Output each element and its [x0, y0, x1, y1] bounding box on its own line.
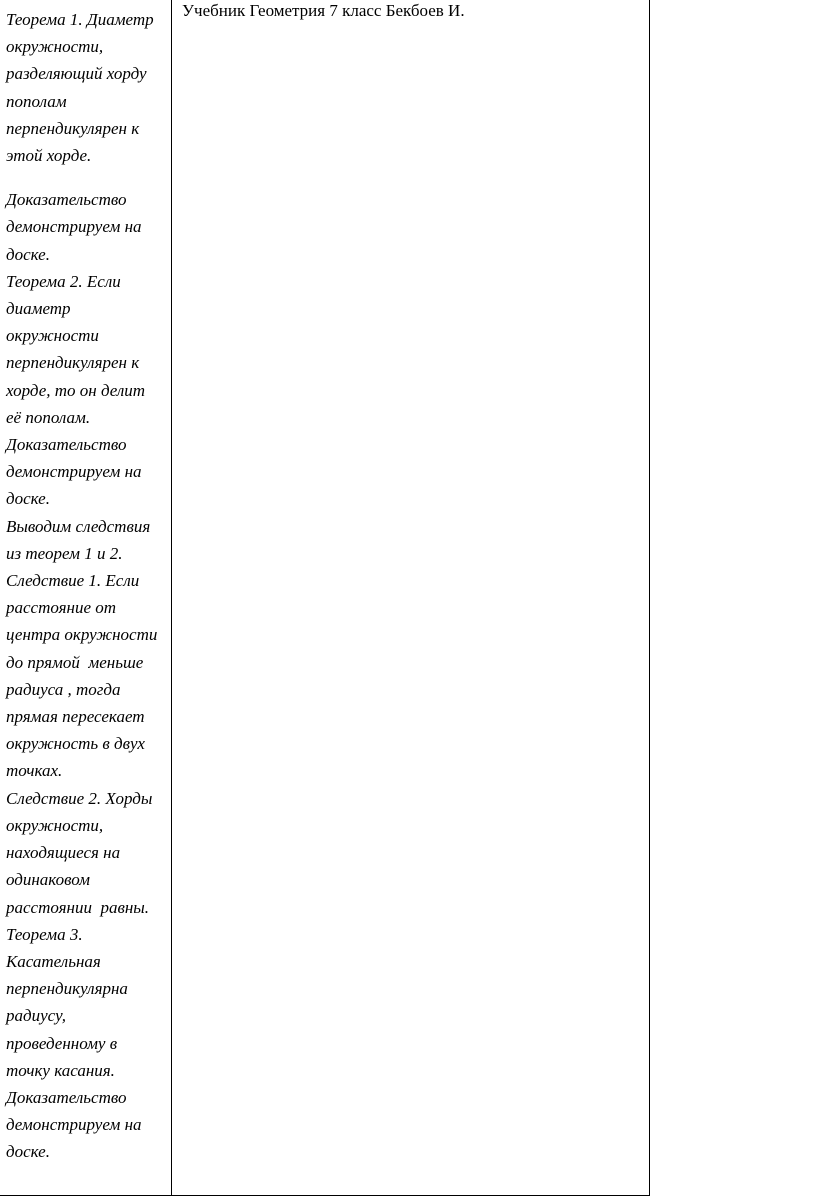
theorem-1-paragraph: Теорема 1. Диаметр окружности, разделяющий хорду пополам перпендикулярен к этой хорде. [6, 10, 154, 166]
resource-cell: Учебник Геометрия 7 класс Бекбоев И. [182, 1, 465, 20]
column-divider [171, 0, 172, 1196]
theory-cell [6, 6, 168, 1166]
proofs-and-corollaries-paragraph: Доказательство демонстрируем на доске. Теорема 2. Если диаметр окружности перпендикулярен к хорде, то он делит её пополам. Доказательство демонстрируем на доске. Выводим следствия из теорем 1 и 2. Следствие 1. Если расстояние от центра окружности до прямой меньше радиуса , тогда прямая пересекает окружность в двух точках. Следствие 2. Хорды окружности, находящиеся на одинаковом расстоянии равны. Теорема 3. Касательная перпендикулярна радиусу, проведенному в точку касания. Доказательство демонстрируем на доске. [6, 190, 158, 1162]
